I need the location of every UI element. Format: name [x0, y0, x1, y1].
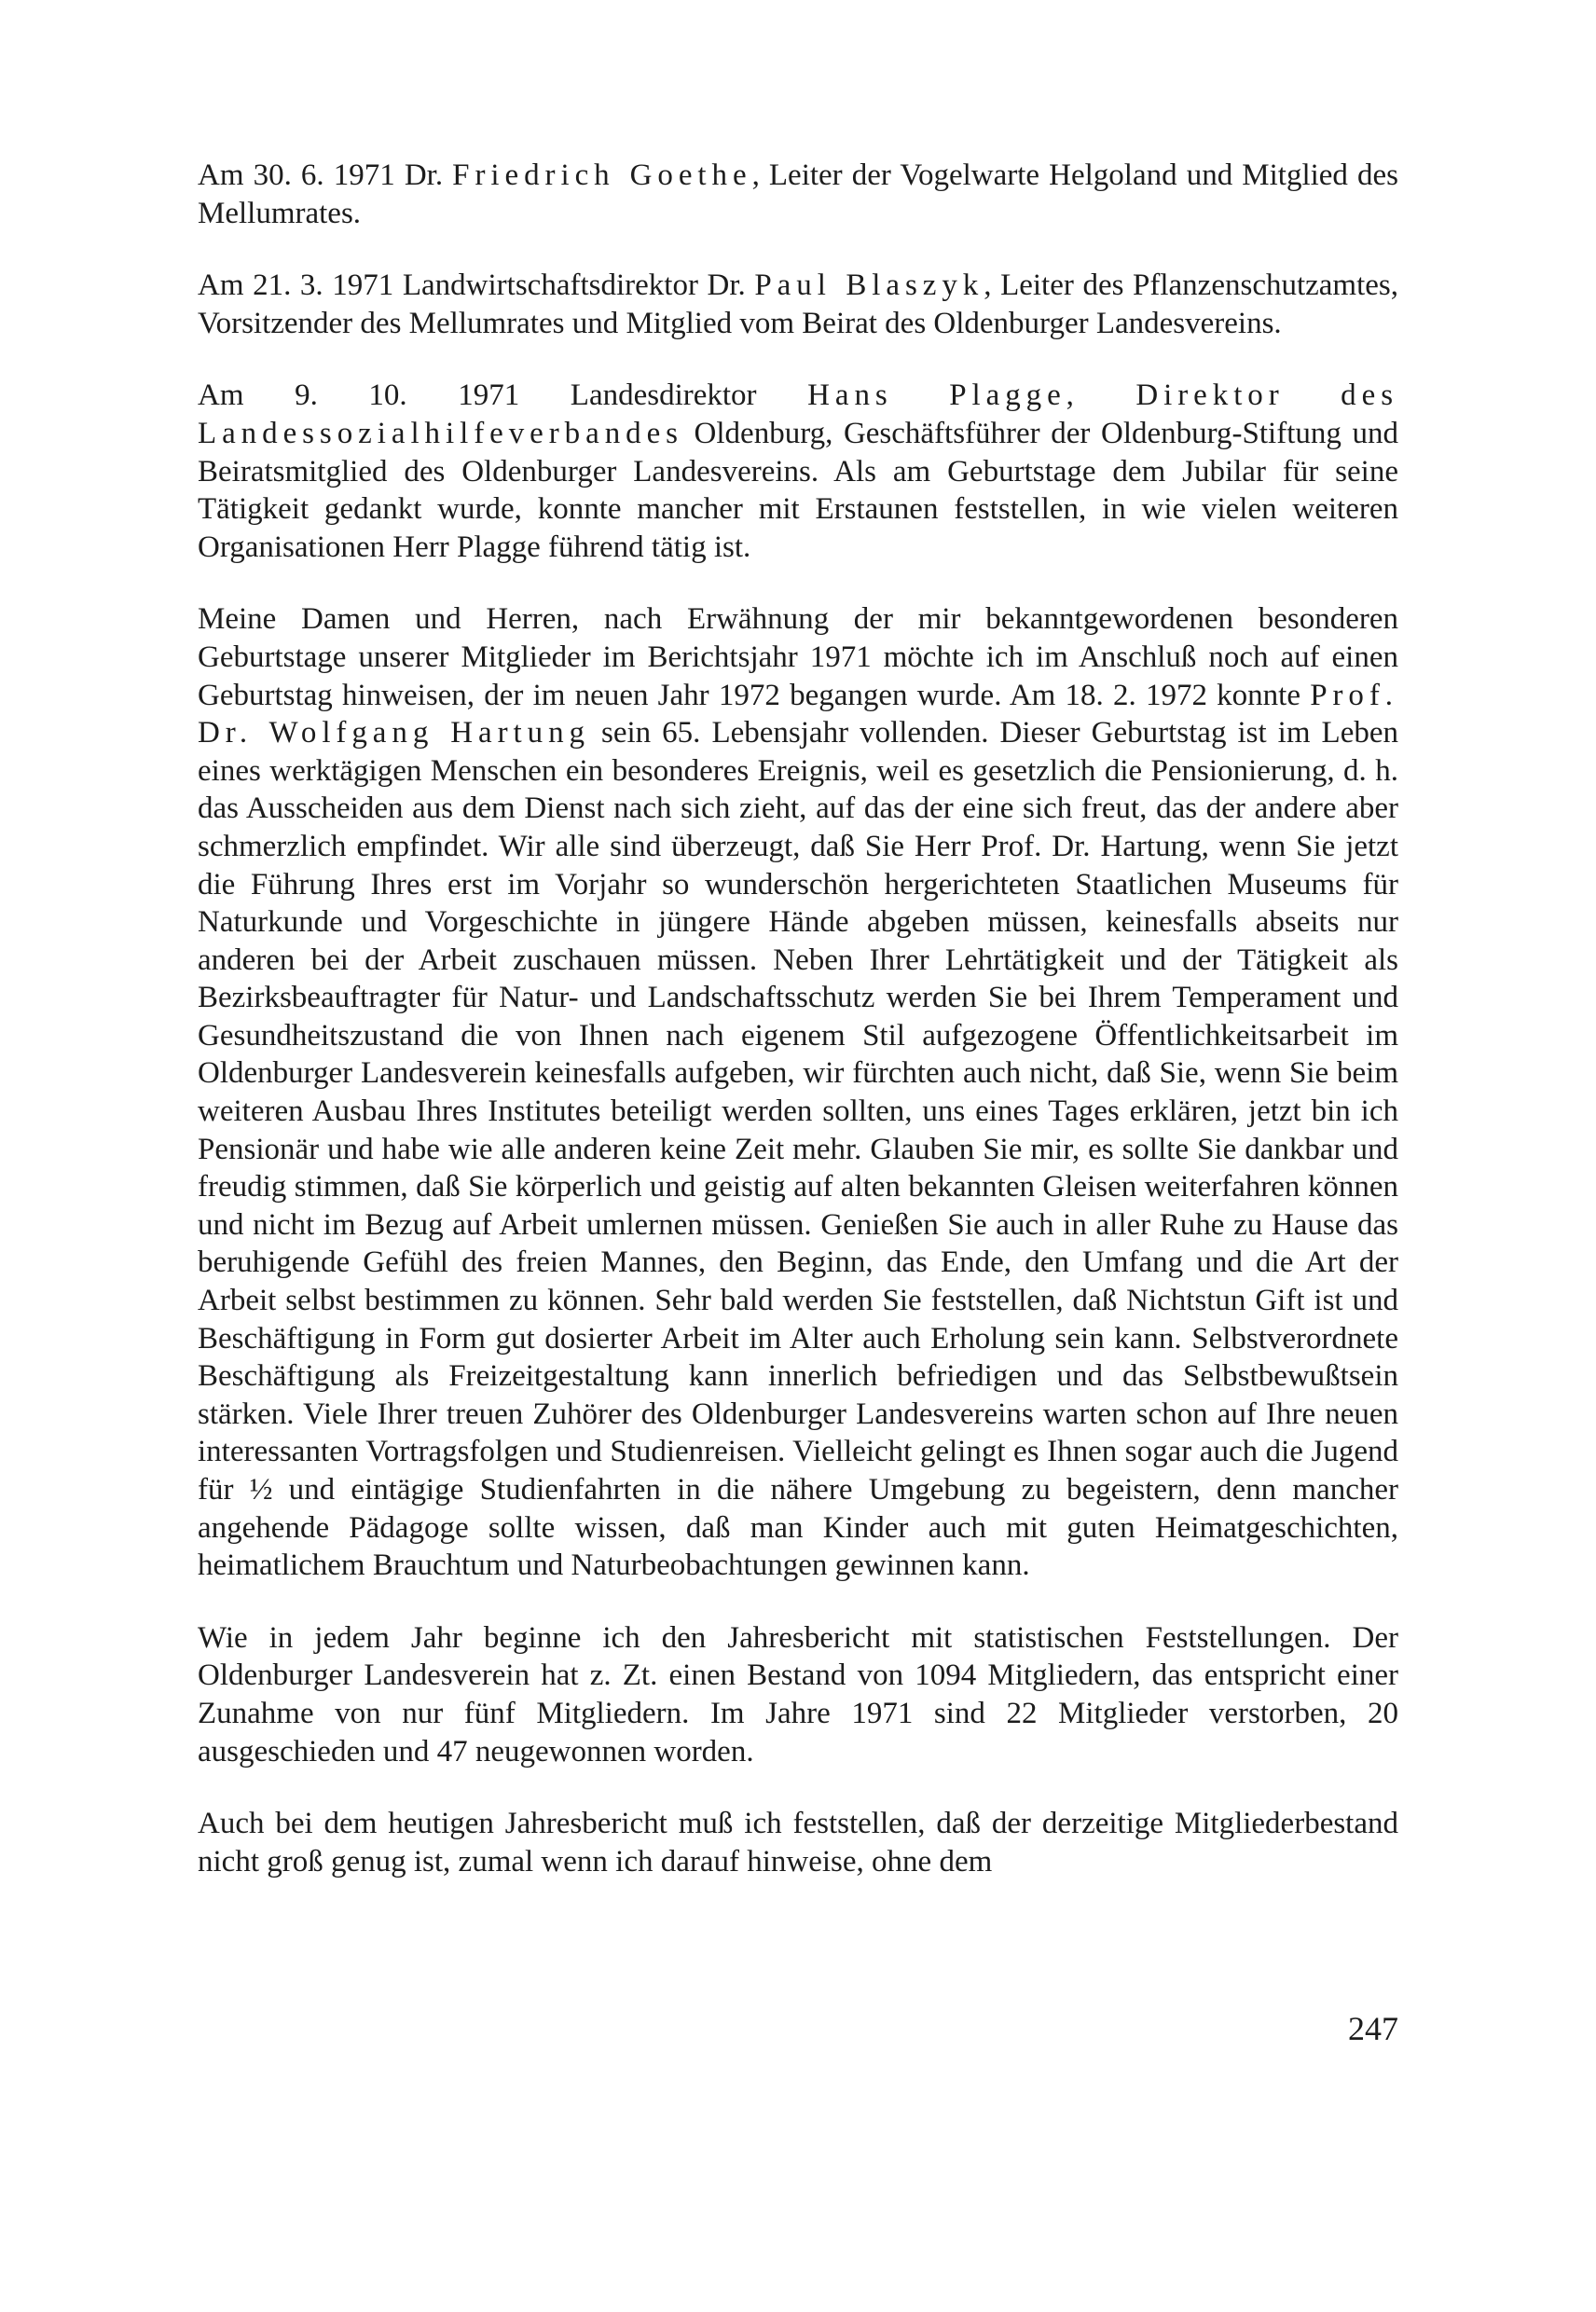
paragraph-text: Oldenburg, Geschäftsführer der Oldenburg-Stiftung und Beiratsmitglied des Oldenburger Landesvereins. Als am Geburtstage dem Jubilar für seine Tätigkeit gedankt wurde, konnte mancher mit Erstaunen feststellen, in wie vielen weiteren Organisationen Herr Plagge führend tätig ist. — [198, 416, 1398, 564]
person-name-blaszyk: Paul Blaszyk — [754, 268, 984, 303]
paragraph-blaszyk — [198, 267, 1398, 342]
paragraph-text: Am 30. 6. 1971 Dr. — [198, 158, 453, 192]
person-name-goethe: Friedrich Goethe — [452, 158, 752, 192]
paragraph-text: Am 9. 10. 1971 Landesdirektor — [198, 378, 808, 413]
paragraph-text: sein 65. Lebensjahr vollenden. Dieser Geburtstag ist im Leben eines werktägigen Menschen ein besonderes Ereignis, weil es gesetzlich die Pensionierung, d. h. das Ausscheiden aus dem Dienst nach sich zieht, auf das der eine sich freut, das der andere aber schmerzlich empfindet. Wir alle sind überzeugt, daß Sie Herr Prof. Dr. Hartung, wenn Sie jetzt die Führung Ihres erst im Vorjahr so wunderschön hergerichteten Staatlichen Museums für Naturkunde und Vorgeschichte in jüngere Hände abgeben müssen, keinesfalls abseits nur anderen bei der Arbeit zuschauen müssen. Neben Ihrer Lehrtätigkeit und der Tätigkeit als Bezirksbeauftragter für Natur- und Landschaftsschutz werden Sie bei Ihrem Temperament und Gesundheitszustand die von Ihnen nach eigenem Stil aufgezogene Öffentlichkeitsarbeit im Oldenburger Landesverein keinesfalls aufgeben, wir fürchten auch nicht, daß Sie, wenn Sie beim weiteren Ausbau Ihres Institutes beteiligt werden sollten, uns eines Tages erklären, jetzt bin ich Pensionär und habe wie alle anderen keine Zeit mehr. Glauben Sie mir, es sollte Sie dankbar und freudig stimmen, daß Sie körperlich und geistig auf alten bekannten Gleisen weiterfahren können und nicht im Bezug auf Arbeit umlernen müssen. Genießen Sie auch in aller Ruhe zu Hause das beruhigende Gefühl des freien Mannes, den Beginn, das Ende, den Umfang und die Art der Arbeit selbst bestimmen zu können. Sehr bald werden Sie feststellen, daß Nichtstun Gift ist und Beschäftigung in Form gut dosierter Arbeit im Alter auch Erholung sein kann. Selbstverordnete Beschäftigung als Freizeitgestaltung kann innerlich befriedigen und das Selbstbewußtsein stärken. Viele Ihrer treuen Zuhörer des Oldenburger Landesvereins warten schon auf Ihre neuen interessanten Vortragsfolgen und Studienreisen. Vielleicht gelingt es Ihnen sogar auch die Jugend für ½ und eintägige Studienfahrten in die nähere Umgebung zu begeistern, denn mancher angehende Pädagoge sollte wissen, daß man Kinder auch mit guten Heimatgeschichten, heimatlichem Brauchtum und Naturbeobachtungen gewinnen kann. — [198, 716, 1398, 1583]
paragraph-statistics: Wie in jedem Jahr beginne ich den Jahresbericht mit statistischen Feststellungen. Der Oldenburger Landesverein hat z. Zt. einen Bestand von 1094 Mitgliedern, das entspricht einer Zunahme von nur fünf Mitgliedern. Im Jahre 1971 sind 22 Mitglieder verstorben, 20 ausgeschieden und 47 neugewonnen worden. — [198, 1620, 1398, 1768]
paragraph-text: Meine Damen und Herren, nach Erwähnung der mir bekanntgewordenen besonderen Geburtstage unserer Mitglieder im Berichtsjahr 1971 möchte ich im Anschluß noch auf einen Geburtstag hinweisen, der im neuen Jahr 1972 begangen wurde. Am 18. 2. 1972 konnte — [198, 602, 1398, 712]
page-number: 247 — [1348, 2010, 1398, 2047]
paragraph-hartung — [198, 600, 1398, 1584]
paragraph-goethe — [198, 157, 1398, 232]
person-name-plagge: Hans Plagge, Direktor des Landessozialhilfeverbandes — [198, 378, 1398, 450]
paragraph-membership: Auch bei dem heutigen Jahresbericht muß ich feststellen, daß der derzeitige Mitgliederbestand nicht groß genug ist, zumal wenn ich darauf hinweise, ohne dem — [198, 1807, 1398, 1878]
paragraph-plagge — [198, 377, 1398, 566]
page-body — [198, 157, 1398, 1915]
person-name-hartung: Prof. Dr. Wolfgang Hartung — [198, 678, 1398, 750]
paragraph-text: , Leiter der Vogelwarte Helgoland und Mitglied des Mellumrates. — [198, 158, 1399, 230]
paragraph-text: , Leiter des Pflanzenschutzamtes, Vorsitzender des Mellumrates und Mitglied vom Beirat des Oldenburger Landesvereins. — [198, 268, 1399, 340]
paragraph-text: Am 21. 3. 1971 Landwirtschaftsdirektor Dr. — [198, 268, 755, 303]
